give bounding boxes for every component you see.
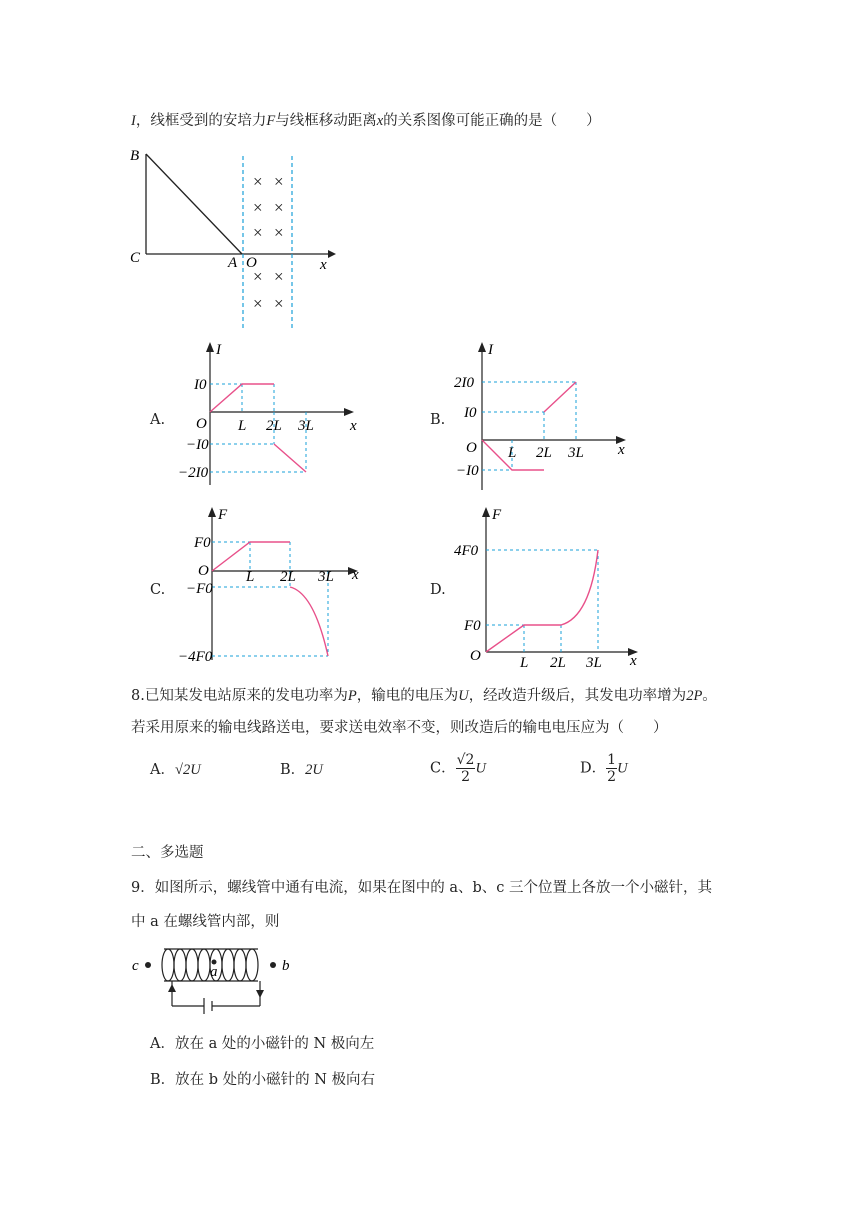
x-axis-arrow — [328, 250, 336, 258]
graph-C-xlabel: x — [352, 567, 359, 583]
field-cross: × — [274, 172, 284, 191]
q8-option-C-fraction: $\frac{√2}{2}$ — [456, 752, 475, 785]
q8-option-C: C． $\frac{√2}{2}$ U — [430, 752, 486, 785]
graph-D-xtick: 2L — [550, 655, 566, 671]
field-cross: × — [253, 198, 263, 217]
section-title: 二、多选题 — [131, 845, 204, 861]
field-cross: × — [253, 223, 263, 242]
graph-B-ylabel: I — [488, 342, 493, 358]
graph-B-ytick: I0 — [464, 405, 477, 421]
figure-triangle-field — [120, 140, 340, 335]
graph-B-xtick: 2L — [536, 445, 552, 461]
label-c: c — [132, 958, 139, 974]
graph-B — [454, 340, 642, 490]
graph-B-ytick: 2I0 — [454, 375, 474, 391]
graph-B-xtick: L — [508, 445, 517, 461]
q8-option-A: A．√2U — [150, 762, 201, 778]
q8-option-A-value: √2U — [174, 762, 201, 778]
field-cross: × — [253, 267, 263, 286]
graph-C-xtick: 2L — [280, 569, 296, 585]
q7-text-1: ，线框受到的安培力 — [135, 113, 267, 129]
graph-B-xtick: 3L — [568, 445, 584, 461]
var-x: x — [376, 113, 384, 129]
graph-A-xtick: L — [238, 418, 247, 434]
graph-A-origin: O — [196, 416, 207, 432]
q8-text: ，经改造升级后，其发电功率增为 — [468, 688, 687, 704]
var-F: F — [266, 113, 276, 129]
graph-A-ylabel: I — [216, 342, 221, 358]
graph-A-xtick: 3L — [298, 418, 314, 434]
graph-A-xlabel: x — [350, 418, 357, 434]
option-D-label: D. — [430, 582, 446, 598]
var-P: P — [347, 688, 357, 704]
q7-text-3: 的关系图像可能正确的是（ ） — [383, 113, 601, 129]
graph-D-xlabel: x — [630, 653, 637, 669]
graph-D-ylabel: F — [492, 507, 502, 523]
q9-line-1: 9．如图所示，螺线管中通有电流，如果在图中的 a、b、c 三个位置上各放一个小磁针，其 — [131, 880, 712, 896]
graph-C-ytick: −F0 — [186, 581, 213, 597]
label-b: b — [282, 958, 290, 974]
var-I: I — [131, 113, 136, 129]
graph-B-xlabel: x — [618, 442, 625, 458]
graph-C-ylabel: F — [218, 507, 228, 523]
graph-C — [178, 505, 372, 665]
var-2P: 2P — [686, 688, 703, 704]
graph-D-ytick: F0 — [464, 618, 481, 634]
q8-line-2: 若采用原来的输电线路送电，要求送电效率不变，则改造后的输电电压应为（ ） — [131, 720, 668, 736]
graph-B-origin: O — [466, 440, 477, 456]
q9-line-2: 中 a 在螺线管内部，则 — [131, 914, 280, 930]
q8-line-1 — [131, 686, 717, 706]
q7-text-2: 与线框移动距离 — [275, 113, 377, 129]
label-A: A — [228, 255, 238, 271]
graph-D-xtick: L — [520, 655, 529, 671]
option-C-label: C. — [150, 582, 166, 598]
graph-D-origin: O — [470, 648, 481, 664]
graph-A-ytick: I0 — [194, 377, 207, 393]
frame-side-ba — [146, 154, 242, 254]
field-cross: × — [274, 223, 284, 242]
label-B: B — [130, 148, 140, 164]
q8-option-B: B．2U — [280, 762, 323, 778]
option-B-label: B. — [430, 412, 446, 428]
q9-option-B: B．放在 b 处的小磁针的 N 极向右 — [150, 1072, 376, 1088]
field-cross: × — [274, 267, 284, 286]
graph-C-ytick: −4F0 — [178, 649, 213, 665]
field-cross: × — [253, 294, 263, 313]
field-cross: × — [253, 172, 263, 191]
graph-C-xtick: 3L — [318, 569, 334, 585]
label-C: C — [130, 250, 141, 266]
q8-option-B-value: 2U — [305, 762, 323, 778]
q8-text: 。 — [702, 688, 717, 704]
graph-C-xtick: L — [246, 569, 255, 585]
var-U: U — [458, 688, 469, 704]
q8-text: ，输电的电压为 — [356, 688, 459, 704]
q8-text: 8.已知某发电站原来的发电功率为 — [131, 688, 348, 704]
q7-stem-line — [131, 111, 601, 131]
label-a: a — [210, 964, 218, 980]
graph-A — [178, 340, 370, 490]
graph-D-xtick: 3L — [586, 655, 602, 671]
graph-A-ytick: −I0 — [186, 437, 209, 453]
graph-A-ytick: −2I0 — [178, 465, 209, 481]
graph-C-ytick: F0 — [194, 535, 211, 551]
q8-option-D: D． $\frac{1}{2}$ U — [580, 752, 628, 785]
graph-B-ytick: −I0 — [456, 463, 479, 479]
label-O: O — [246, 255, 257, 271]
option-A-label: A. — [150, 412, 166, 428]
field-cross: × — [274, 294, 284, 313]
figure-solenoid — [128, 940, 308, 1020]
graph-D-ytick: 4F0 — [454, 543, 479, 559]
graph-A-xtick: 2L — [266, 418, 282, 434]
q8-option-D-fraction: $\frac{1}{2}$ — [607, 752, 617, 785]
q9-option-A: A．放在 a 处的小磁针的 N 极向左 — [150, 1036, 375, 1052]
field-cross: × — [274, 198, 284, 217]
label-x: x — [320, 257, 327, 273]
graph-C-origin: O — [198, 563, 209, 579]
graph-D — [454, 505, 651, 671]
